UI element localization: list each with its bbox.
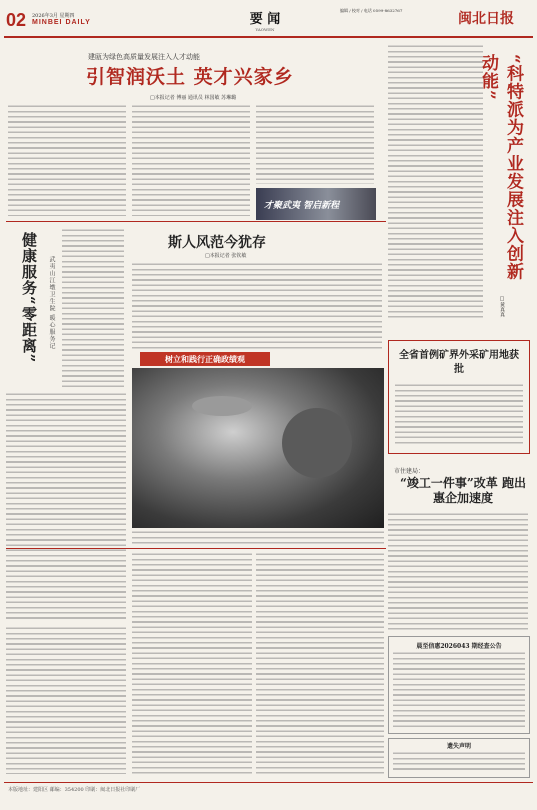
editor-info: 编辑 / 校对 / 电话 0599-8632767: [340, 8, 403, 13]
left-body-top: [62, 228, 124, 388]
item2-label: 市住建局：: [394, 468, 425, 475]
left-vertical-headline: 健康服务“零距离”: [20, 232, 38, 364]
page-header: [0, 0, 537, 36]
center-headline: 斯人风范今犹存: [168, 235, 266, 251]
lead-body-col3: [256, 104, 374, 184]
page-number: 02: [6, 10, 27, 30]
lead-body-col1: [8, 104, 126, 216]
bottom-body-col1: [6, 626, 126, 774]
announcement-box: [388, 636, 530, 734]
mining-headline: 全省首例矿界外采矿用地获批: [399, 350, 519, 375]
item2-body: [388, 512, 528, 630]
lead-brand-banner: [256, 188, 376, 220]
center-body: [132, 262, 382, 352]
issue-date: 2026年3月 星期四: [32, 13, 75, 19]
left-body-bottom: [6, 392, 126, 622]
section-title: 要 闻: [249, 12, 281, 27]
right-body-col: [388, 44, 483, 320]
footer-divider: [4, 782, 533, 783]
brand-banner-text: 才聚武夷 智启新程: [264, 201, 340, 211]
mining-box: [388, 340, 530, 454]
bottom-body-col2: [132, 552, 252, 774]
left-vertical-subtitle: 武夷山江墩卫生院 暖心服务记: [48, 256, 55, 350]
photo-hat-shape: [192, 396, 252, 416]
header-divider: [4, 36, 533, 38]
center-byline: □本报记者 张钦敏: [205, 253, 247, 259]
notice-body: [393, 751, 525, 773]
announcement-title: 晨至信惠2026043 期经查公告: [416, 643, 502, 650]
section-title-en: YAOWEN: [255, 27, 275, 32]
paper-name: MINBEI DAILY: [32, 19, 91, 26]
announcement-body: [393, 651, 525, 727]
notice-title: 遗失声明: [446, 743, 471, 750]
footer-note: 本版地址：建阳区 邮编：354200 印刷：闽北日报社印刷厂: [8, 787, 141, 793]
paper-logo: 闽北日报: [458, 11, 514, 27]
photo-caption: [132, 530, 384, 544]
center-photo-banner: 树立和践行正确政绩观: [140, 352, 270, 366]
center-divider: [6, 548, 386, 549]
right-vertical-headline: “科特派为产业发展注入创新动能”: [478, 54, 523, 281]
center-photo: [132, 368, 384, 528]
bottom-body-col3: [256, 552, 384, 774]
mining-body: [395, 383, 523, 447]
lead-divider: [6, 221, 386, 222]
right-byline: □黄真真: [499, 296, 505, 317]
lead-body-col2: [132, 104, 250, 216]
lead-kicker: 建瓯为绿色高质量发展注入人才动能: [88, 53, 200, 61]
lead-byline: □本报记者 傅丽 通讯员 林国敏 苏琳璐: [150, 95, 237, 101]
notice-box: [388, 738, 530, 778]
photo-plant-shape: [282, 408, 352, 478]
lead-headline: 引智润沃土 英才兴家乡: [86, 66, 294, 88]
item2-headline: “竣工一件事”改革 跑出惠企加速度: [400, 476, 526, 505]
